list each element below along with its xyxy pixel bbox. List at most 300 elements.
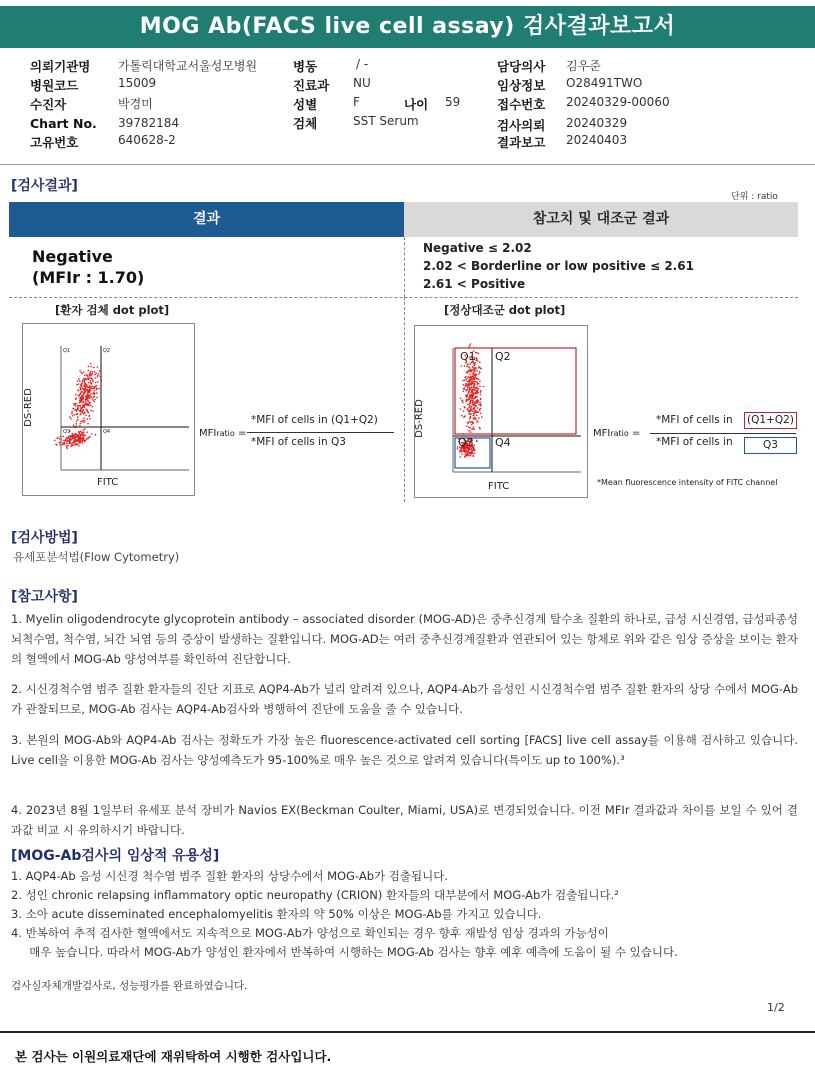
- dot-plot-event: [463, 406, 465, 408]
- dot-plot-event: [59, 438, 61, 440]
- dot-plot-event: [479, 428, 481, 430]
- dot-plot-event: [480, 368, 482, 370]
- dot-plot-event: [84, 407, 86, 409]
- clinical-item: 4. 반복하여 추적 검사한 혈액에서도 지속적으로 MOG-Ab가 양성으로 확인되는 경우 향후 재발성 임상 경과의 가능성이: [11, 926, 609, 940]
- dot-plot-event: [476, 393, 478, 395]
- dot-plot-event: [74, 441, 76, 443]
- dot-plot-event: [95, 382, 97, 384]
- info-label: 담당의사: [497, 59, 546, 74]
- dot-plot-event: [90, 372, 92, 374]
- dot-plot-event: [83, 421, 85, 423]
- dot-plot-event: [77, 380, 79, 382]
- dot-plot-event: [467, 364, 469, 366]
- dot-plot-event: [62, 444, 64, 446]
- control-plot-label: [정상대조군 dot plot]: [444, 303, 566, 317]
- dot-plot-event: [466, 366, 468, 368]
- dot-plot-event: [83, 401, 85, 403]
- info-label: 병원코드: [30, 78, 79, 93]
- page-number: 1/2: [767, 1001, 785, 1014]
- unit-label: 단위 : ratio: [731, 192, 778, 202]
- dot-plot-event: [82, 429, 84, 431]
- dot-plot-event: [467, 394, 469, 396]
- dot-plot-event: [69, 435, 71, 437]
- dot-plot-event: [481, 416, 483, 418]
- dot-plot-event: [82, 439, 84, 441]
- dot-plot-event: [84, 390, 86, 392]
- dot-plot-event: [89, 436, 91, 438]
- info-value: O28491TWO: [566, 76, 643, 90]
- dot-plot-event: [474, 381, 476, 383]
- dot-plot-event: [97, 366, 99, 368]
- info-value: 박경미: [118, 97, 153, 111]
- y-axis-label: DS-RED: [413, 399, 425, 438]
- info-label: 의뢰기관명: [30, 59, 91, 74]
- info-value: 20240403: [566, 133, 628, 147]
- dot-plot-event: [475, 405, 477, 407]
- dot-plot-event: [472, 398, 474, 400]
- dot-plot-event: [91, 373, 93, 375]
- dot-plot-event: [84, 374, 86, 376]
- dot-plot-event: [88, 405, 90, 407]
- info-label: 진료과: [293, 78, 330, 93]
- dot-plot-event: [87, 394, 89, 396]
- dot-plot-event: [94, 401, 96, 403]
- quadrant-label: Q1: [63, 348, 71, 354]
- dot-plot-event: [459, 408, 461, 410]
- result-column-header: 결과: [9, 202, 404, 237]
- dot-plot-event: [468, 427, 470, 429]
- dot-plot-event: [62, 442, 64, 444]
- dot-plot-event: [90, 387, 92, 389]
- dot-plot-event: [89, 402, 91, 404]
- dot-plot-event: [469, 363, 471, 365]
- clinical-item: 3. 소아 acute disseminated encephalomyelitis 환자의 약 50% 이상은 MOG-Ab를 가지고 있습니다.: [11, 907, 542, 921]
- dot-plot-event: [472, 428, 474, 430]
- dot-plot-event: [468, 430, 470, 432]
- dot-plot-event: [471, 370, 473, 372]
- dot-plot-event: [97, 375, 99, 377]
- dot-plot-event: [67, 445, 69, 447]
- dot-plot-event: [80, 388, 82, 390]
- dot-plot-event: [473, 449, 475, 451]
- dot-plot-event: [465, 395, 467, 397]
- dot-plot-event: [465, 384, 467, 386]
- dot-plot-event: [470, 427, 472, 429]
- dot-plot-event: [90, 393, 92, 395]
- dot-plot-event: [468, 413, 470, 415]
- dot-plot-event: [468, 380, 470, 382]
- dot-plot-event: [84, 381, 86, 383]
- dot-plot-event: [465, 455, 467, 457]
- dot-plot-event: [89, 390, 91, 392]
- info-label: 검사의뢰: [497, 118, 546, 133]
- dot-plot-event: [78, 383, 80, 385]
- info-value: 20240329: [566, 116, 628, 130]
- dot-plot-event: [64, 442, 66, 444]
- dot-plot-event: [72, 433, 74, 435]
- dot-plot-event: [479, 361, 481, 363]
- dot-plot-event: [80, 398, 82, 400]
- y-axis-label: DS-RED: [22, 388, 34, 427]
- dot-plot-event: [82, 399, 84, 401]
- dot-plot-event: [81, 434, 83, 436]
- dot-plot-event: [472, 455, 474, 457]
- dot-plot-event: [479, 371, 481, 373]
- dot-plot-event: [66, 443, 68, 445]
- dot-plot-event: [71, 439, 73, 441]
- dot-plot-event: [94, 399, 96, 401]
- x-axis-label: FITC: [488, 481, 510, 492]
- dot-plot-event: [468, 370, 470, 372]
- dot-plot-event: [464, 380, 466, 382]
- dot-plot-event: [78, 390, 80, 392]
- dot-plot-event: [469, 405, 471, 407]
- dot-plot-event: [462, 400, 464, 402]
- dot-plot-event: [477, 384, 479, 386]
- footnote: *Mean fluorescence intensity of FITC channel: [597, 478, 778, 487]
- dot-plot-event: [80, 423, 82, 425]
- dot-plot-event: [464, 377, 466, 379]
- dot-plot-event: [80, 405, 82, 407]
- dot-plot-event: [80, 431, 82, 433]
- fraction-line: [650, 433, 796, 434]
- dot-plot-event: [79, 370, 81, 372]
- dot-plot-event: [468, 391, 470, 393]
- dot-plot-event: [78, 408, 80, 410]
- dot-plot-event: [464, 415, 466, 417]
- dot-plot-event: [473, 387, 475, 389]
- dot-plot-event: [460, 456, 462, 458]
- info-value: 59: [445, 95, 461, 109]
- dot-plot-event: [78, 378, 80, 380]
- dot-plot-event: [475, 391, 477, 393]
- dot-plot-event: [477, 407, 479, 409]
- dot-plot-event: [66, 446, 68, 448]
- dot-plot-event: [75, 403, 77, 405]
- dot-plot-event: [75, 394, 77, 396]
- dot-plot-event: [75, 423, 77, 425]
- dot-plot-event: [90, 405, 92, 407]
- dot-plot-event: [98, 373, 100, 375]
- dot-plot-event: [59, 442, 61, 444]
- dot-plot-event: [91, 383, 93, 385]
- dot-plot-event: [79, 414, 81, 416]
- divider: [404, 237, 405, 297]
- dot-plot-event: [96, 392, 98, 394]
- dot-plot-event: [76, 420, 78, 422]
- info-value: 15009: [118, 76, 157, 90]
- dot-plot-event: [483, 386, 485, 388]
- dot-plot-event: [79, 433, 81, 435]
- dot-plot-event: [86, 386, 88, 388]
- dot-plot-event: [85, 378, 87, 380]
- dot-plot-event: [97, 376, 99, 378]
- dot-plot-event: [82, 381, 84, 383]
- dot-plot-event: [98, 388, 100, 390]
- dot-plot-event: [468, 421, 470, 423]
- dot-plot-event: [479, 386, 481, 388]
- dot-plot-event: [470, 343, 472, 345]
- dot-plot-event: [86, 431, 88, 433]
- info-value: 640628-2: [118, 133, 176, 147]
- dot-plot-event: [77, 416, 79, 418]
- dot-plot-event: [89, 392, 91, 394]
- dot-plot-event: [468, 366, 470, 368]
- dot-plot-event: [470, 416, 472, 418]
- control-dot-plot: [414, 325, 588, 498]
- dot-plot-event: [95, 434, 97, 436]
- dot-plot-event: [83, 434, 85, 436]
- quadrant-label: Q4: [495, 436, 511, 449]
- dot-plot-event: [88, 379, 90, 381]
- quadrant-label: Q1: [460, 350, 476, 363]
- dot-plot-event: [85, 395, 87, 397]
- mfi-ratio-label: MFIratio =: [593, 428, 641, 439]
- dot-plot-event: [468, 407, 470, 409]
- info-value: 김우준: [566, 59, 601, 73]
- info-label: 나이: [404, 97, 429, 112]
- dot-plot-event: [71, 412, 73, 414]
- dot-plot-event: [87, 396, 89, 398]
- dot-plot-event: [72, 442, 74, 444]
- dot-plot-event: [477, 412, 479, 414]
- dot-plot-event: [81, 383, 83, 385]
- dot-plot-event: [465, 453, 467, 455]
- dot-plot-event: [470, 399, 472, 401]
- dot-plot-event: [466, 378, 468, 380]
- reference-negative: Negative ≤ 2.02: [423, 241, 532, 255]
- dot-plot-event: [475, 373, 477, 375]
- dot-plot-event: [471, 405, 473, 407]
- dot-plot-event: [462, 402, 464, 404]
- dot-plot-event: [465, 383, 467, 385]
- dot-plot-event: [76, 384, 78, 386]
- dot-plot-event: [93, 390, 95, 392]
- dot-plot-event: [92, 371, 94, 373]
- info-label: 임상정보: [497, 78, 546, 93]
- note-item: 4. 2023년 8월 1일부터 유세포 분석 장비가 Navios EX(Beckman Coulter, Miami, USA)로 변경되었습니다. 이전 MFIr 결과값과 차이를 보일 수 있어 결과값 비교 시 유의하시기 바랍니다.: [11, 803, 798, 837]
- dot-plot-event: [474, 397, 476, 399]
- dot-plot-event: [469, 403, 471, 405]
- dot-plot-event: [465, 379, 467, 381]
- dot-plot-event: [88, 370, 90, 372]
- mfi-denominator: *MFI of cells in Q3: [251, 436, 346, 448]
- dot-plot-event: [478, 378, 480, 380]
- quadrant-label: Q3: [458, 436, 474, 449]
- dot-plot-event: [472, 408, 474, 410]
- dot-plot-event: [92, 406, 94, 408]
- dot-plot-event: [82, 411, 84, 413]
- dot-plot-event: [463, 391, 465, 393]
- dot-plot-event: [74, 434, 76, 436]
- dot-plot-event: [90, 386, 92, 388]
- dot-plot-event: [474, 453, 476, 455]
- dot-plot-event: [470, 392, 472, 394]
- dot-plot-event: [476, 440, 478, 442]
- dot-plot-event: [78, 445, 80, 447]
- info-value: 20240329-00060: [566, 95, 670, 109]
- dot-plot-event: [89, 418, 91, 420]
- quadrant-label: Q3: [63, 429, 71, 435]
- dot-plot-event: [469, 385, 471, 387]
- dot-plot-event: [477, 360, 479, 362]
- dot-plot-event: [464, 365, 466, 367]
- quadrant-label: Q2: [495, 350, 511, 363]
- dot-plot-event: [86, 379, 88, 381]
- dot-plot-event: [79, 425, 81, 427]
- dot-plot-event: [82, 373, 84, 375]
- mfi-numerator: *MFI of cells in: [656, 414, 733, 426]
- dot-plot-event: [462, 380, 464, 382]
- dot-plot-event: [470, 387, 472, 389]
- dot-plot-event: [467, 372, 469, 374]
- dot-plot-event: [83, 397, 85, 399]
- dot-plot-event: [77, 413, 79, 415]
- dot-plot-event: [87, 418, 89, 420]
- dot-plot-event: [55, 443, 57, 445]
- dot-plot-event: [97, 381, 99, 383]
- dot-plot-event: [469, 395, 471, 397]
- footer-note: 본 검사는 이원의료재단에 재위탁하여 시행한 검사입니다.: [15, 1049, 332, 1064]
- info-value: 39782184: [118, 116, 180, 130]
- dot-plot-event: [88, 366, 90, 368]
- dot-plot-event: [71, 411, 73, 413]
- dot-plot-event: [478, 353, 480, 355]
- dot-plot-event: [479, 409, 481, 411]
- dot-plot-event: [89, 385, 91, 387]
- method-heading: [검사방법]: [11, 530, 78, 546]
- dot-plot-event: [83, 431, 85, 433]
- dot-plot-event: [73, 437, 75, 439]
- dot-plot-event: [84, 379, 86, 381]
- dot-plot-event: [480, 405, 482, 407]
- dot-plot-event: [83, 409, 85, 411]
- mfi-numerator: *MFI of cells in (Q1+Q2): [251, 414, 378, 426]
- info-value: NU: [353, 76, 371, 90]
- dot-plot-event: [469, 345, 471, 347]
- dot-plot-event: [474, 413, 476, 415]
- dot-plot-event: [80, 385, 82, 387]
- dot-plot-event: [461, 365, 463, 367]
- dot-plot-event: [476, 370, 478, 372]
- dot-plot-event: [96, 389, 98, 391]
- dot-plot-event: [468, 398, 470, 400]
- dot-plot-event: [85, 397, 87, 399]
- validation-note: 검사실자체개발검사로, 성능평가를 완료하였습니다.: [11, 980, 248, 992]
- dot-plot-event: [88, 387, 90, 389]
- dot-plot-event: [87, 389, 89, 391]
- dot-plot-event: [473, 419, 475, 421]
- dot-plot-event: [85, 439, 87, 441]
- dot-plot-event: [80, 400, 82, 402]
- dot-plot-event: [466, 425, 468, 427]
- notes-heading: [참고사항]: [11, 589, 78, 605]
- dot-plot-event: [479, 401, 481, 403]
- dot-plot-event: [83, 371, 85, 373]
- note-item: 2. 시신경척수염 범주 질환 환자들의 진단 지표로 AQP4-Ab가 널리 알려져 있으나, AQP4-Ab가 음성인 시신경척수염 범주 질환 환자의 상당 수에서 MOG-Ab가 관찰되므로, MOG-Ab 검사는 AQP4-Ab검사와 병행하여 진단에 도움을 줄 수 있습니다.: [11, 682, 798, 716]
- divider: [0, 164, 815, 165]
- dot-plot-event: [467, 389, 469, 391]
- dot-plot-event: [94, 387, 96, 389]
- clinical-item: 매우 높습니다. 따라서 MOG-Ab가 양성인 환자에서 반복하여 시행하는 MOG-Ab 검사는 향후 예후 예측에 도움이 될 수 있습니다.: [11, 945, 678, 959]
- x-axis-label: FITC: [97, 477, 119, 488]
- dot-plot-event: [476, 378, 478, 380]
- dot-plot-event: [86, 384, 88, 386]
- dot-plot-event: [93, 367, 95, 369]
- dot-plot-event: [73, 434, 75, 436]
- dot-plot-event: [73, 424, 75, 426]
- dot-plot-event: [67, 448, 69, 450]
- dot-plot-event: [67, 440, 69, 442]
- dot-plot-event: [91, 433, 93, 435]
- dot-plot-event: [469, 389, 471, 391]
- dot-plot-event: [88, 403, 90, 405]
- dot-plot-event: [475, 368, 477, 370]
- info-label: 병동: [293, 59, 318, 74]
- dot-plot-event: [473, 414, 475, 416]
- dot-plot-event: [478, 417, 480, 419]
- dot-plot-event: [92, 386, 94, 388]
- dot-plot-event: [94, 374, 96, 376]
- divider: [404, 297, 405, 502]
- dot-plot-event: [480, 399, 482, 401]
- dot-plot-event: [470, 455, 472, 457]
- dot-plot-event: [471, 395, 473, 397]
- dot-plot-event: [478, 373, 480, 375]
- dot-plot-event: [90, 410, 92, 412]
- dot-plot-event: [473, 368, 475, 370]
- reference-column-header: 참고치 및 대조군 결과: [404, 202, 798, 237]
- dot-plot-event: [476, 402, 478, 404]
- dot-plot-event: [79, 380, 81, 382]
- dot-plot-event: [81, 421, 83, 423]
- dot-plot-event: [470, 413, 472, 415]
- dot-plot-event: [470, 402, 472, 404]
- dot-plot-event: [466, 401, 468, 403]
- dot-plot-event: [90, 380, 92, 382]
- dot-plot-event: [69, 439, 71, 441]
- dot-plot-event: [96, 388, 98, 390]
- dot-plot-event: [84, 391, 86, 393]
- dot-plot-event: [72, 415, 74, 417]
- dot-plot-event: [85, 415, 87, 417]
- dot-plot-event: [72, 408, 74, 410]
- dot-plot-event: [85, 404, 87, 406]
- dot-plot-event: [467, 404, 469, 406]
- dot-plot-event: [90, 366, 92, 368]
- dot-plot-event: [69, 443, 71, 445]
- dot-plot-event: [74, 404, 76, 406]
- dot-plot-event: [81, 391, 83, 393]
- dot-plot-event: [77, 440, 79, 442]
- report-title: MOG Ab(FACS live cell assay) 검사결과보고서: [0, 6, 815, 48]
- dot-plot-event: [67, 438, 69, 440]
- info-label: 성별: [293, 97, 318, 112]
- dot-plot-event: [468, 455, 470, 457]
- dot-plot-event: [460, 398, 462, 400]
- mfi-subscript: ratio: [216, 429, 235, 438]
- dot-plot-event: [475, 393, 477, 395]
- dot-plot-event: [82, 394, 84, 396]
- info-value: / -: [356, 57, 369, 71]
- dot-plot-event: [471, 379, 473, 381]
- fraction-line: [247, 432, 394, 433]
- dot-plot-event: [477, 382, 479, 384]
- info-label: 검체: [293, 116, 318, 131]
- dot-plot-event: [75, 398, 77, 400]
- dot-plot-event: [463, 384, 465, 386]
- info-label: Chart No.: [30, 116, 97, 131]
